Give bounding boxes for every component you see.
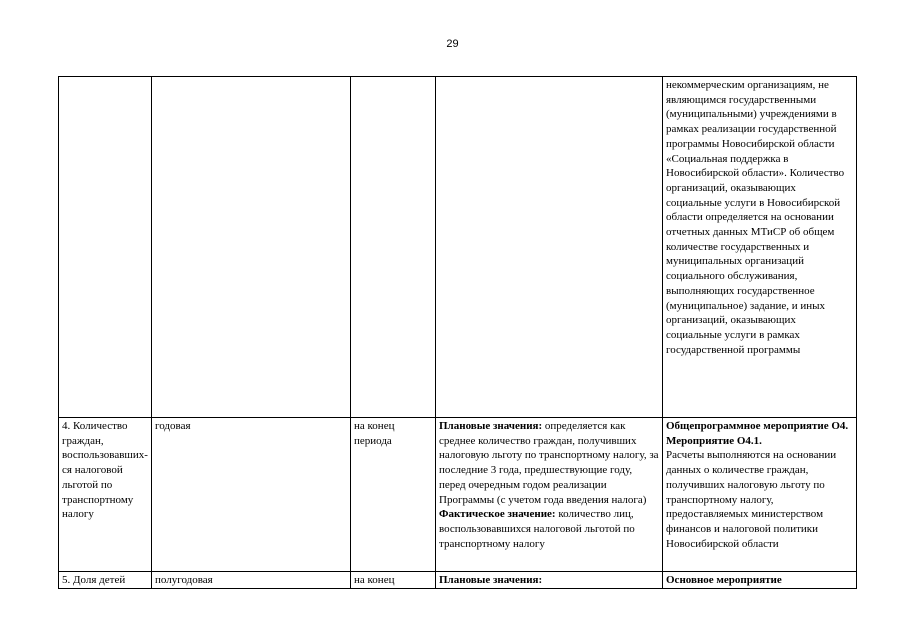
activity-cell: некоммерческим организациям, не являющимся государственными (муниципальными) учреждениями в рамках реализации государственной программы Новосибирской области «Социальная поддержка в Новосибирской области». Количество организаций, оказывающих социальные услуги в Новосибирской области определяется на основании отчетных данных МТиСР об общем количестве государственных и муниципальных организаций социального обслуживания, выполняющих государственное (муниципальное) задание, и иных организаций, оказывающих социальные услуги в рамках государственной программы xyxy=(663,77,857,418)
table-row xyxy=(59,418,857,572)
time-cell xyxy=(351,77,436,418)
activity-cell xyxy=(663,418,857,572)
table-row xyxy=(59,572,857,589)
activity-label-1: Общепрограммное мероприятие О4. xyxy=(666,420,849,432)
table-row xyxy=(59,77,857,418)
page-number: 29 xyxy=(446,38,459,50)
method-cell xyxy=(436,418,663,572)
activity-label-2: Мероприятие О4.1. xyxy=(666,434,762,447)
indicator-cell: 5. Доля детей xyxy=(59,572,152,589)
plan-label: Плановые значения: xyxy=(439,574,543,586)
periodicity-cell xyxy=(152,77,351,418)
time-cell: на конец xyxy=(351,572,436,589)
indicators-table xyxy=(58,76,857,589)
indicator-cell: 4. Количество граждан, воспользовавшихся налоговой льготой по транспортному налогу xyxy=(59,418,152,572)
time-cell: на конец периода xyxy=(351,418,436,572)
periodicity-cell: полугодовая xyxy=(152,572,351,589)
fact-text: количество лиц, воспользовавшихся налоговой льготой по транспортному налогу xyxy=(439,508,635,550)
activity-cell xyxy=(663,572,857,589)
method-cell xyxy=(436,77,663,418)
plan-label: Плановые значения: xyxy=(439,420,543,432)
method-cell xyxy=(436,572,663,589)
activity-label: Основное мероприятие xyxy=(666,574,782,586)
periodicity-cell: годовая xyxy=(152,418,351,572)
indicator-cell xyxy=(59,77,152,418)
plan-text: определяется как среднее количество граждан, получивших налоговую льготу по транспортному налогу, за последние 3 года, предшествующие году, перед очередным годом реализации Программы (с учетом года введения налога) xyxy=(439,420,659,506)
activity-text: Расчеты выполняются на основании данных о количестве граждан, получивших налоговую льготу по транспортному налогу, предоставляемых министерством финансов и налоговой политики Новосибирской области xyxy=(666,449,837,550)
fact-label: Фактическое значение: xyxy=(439,508,556,521)
